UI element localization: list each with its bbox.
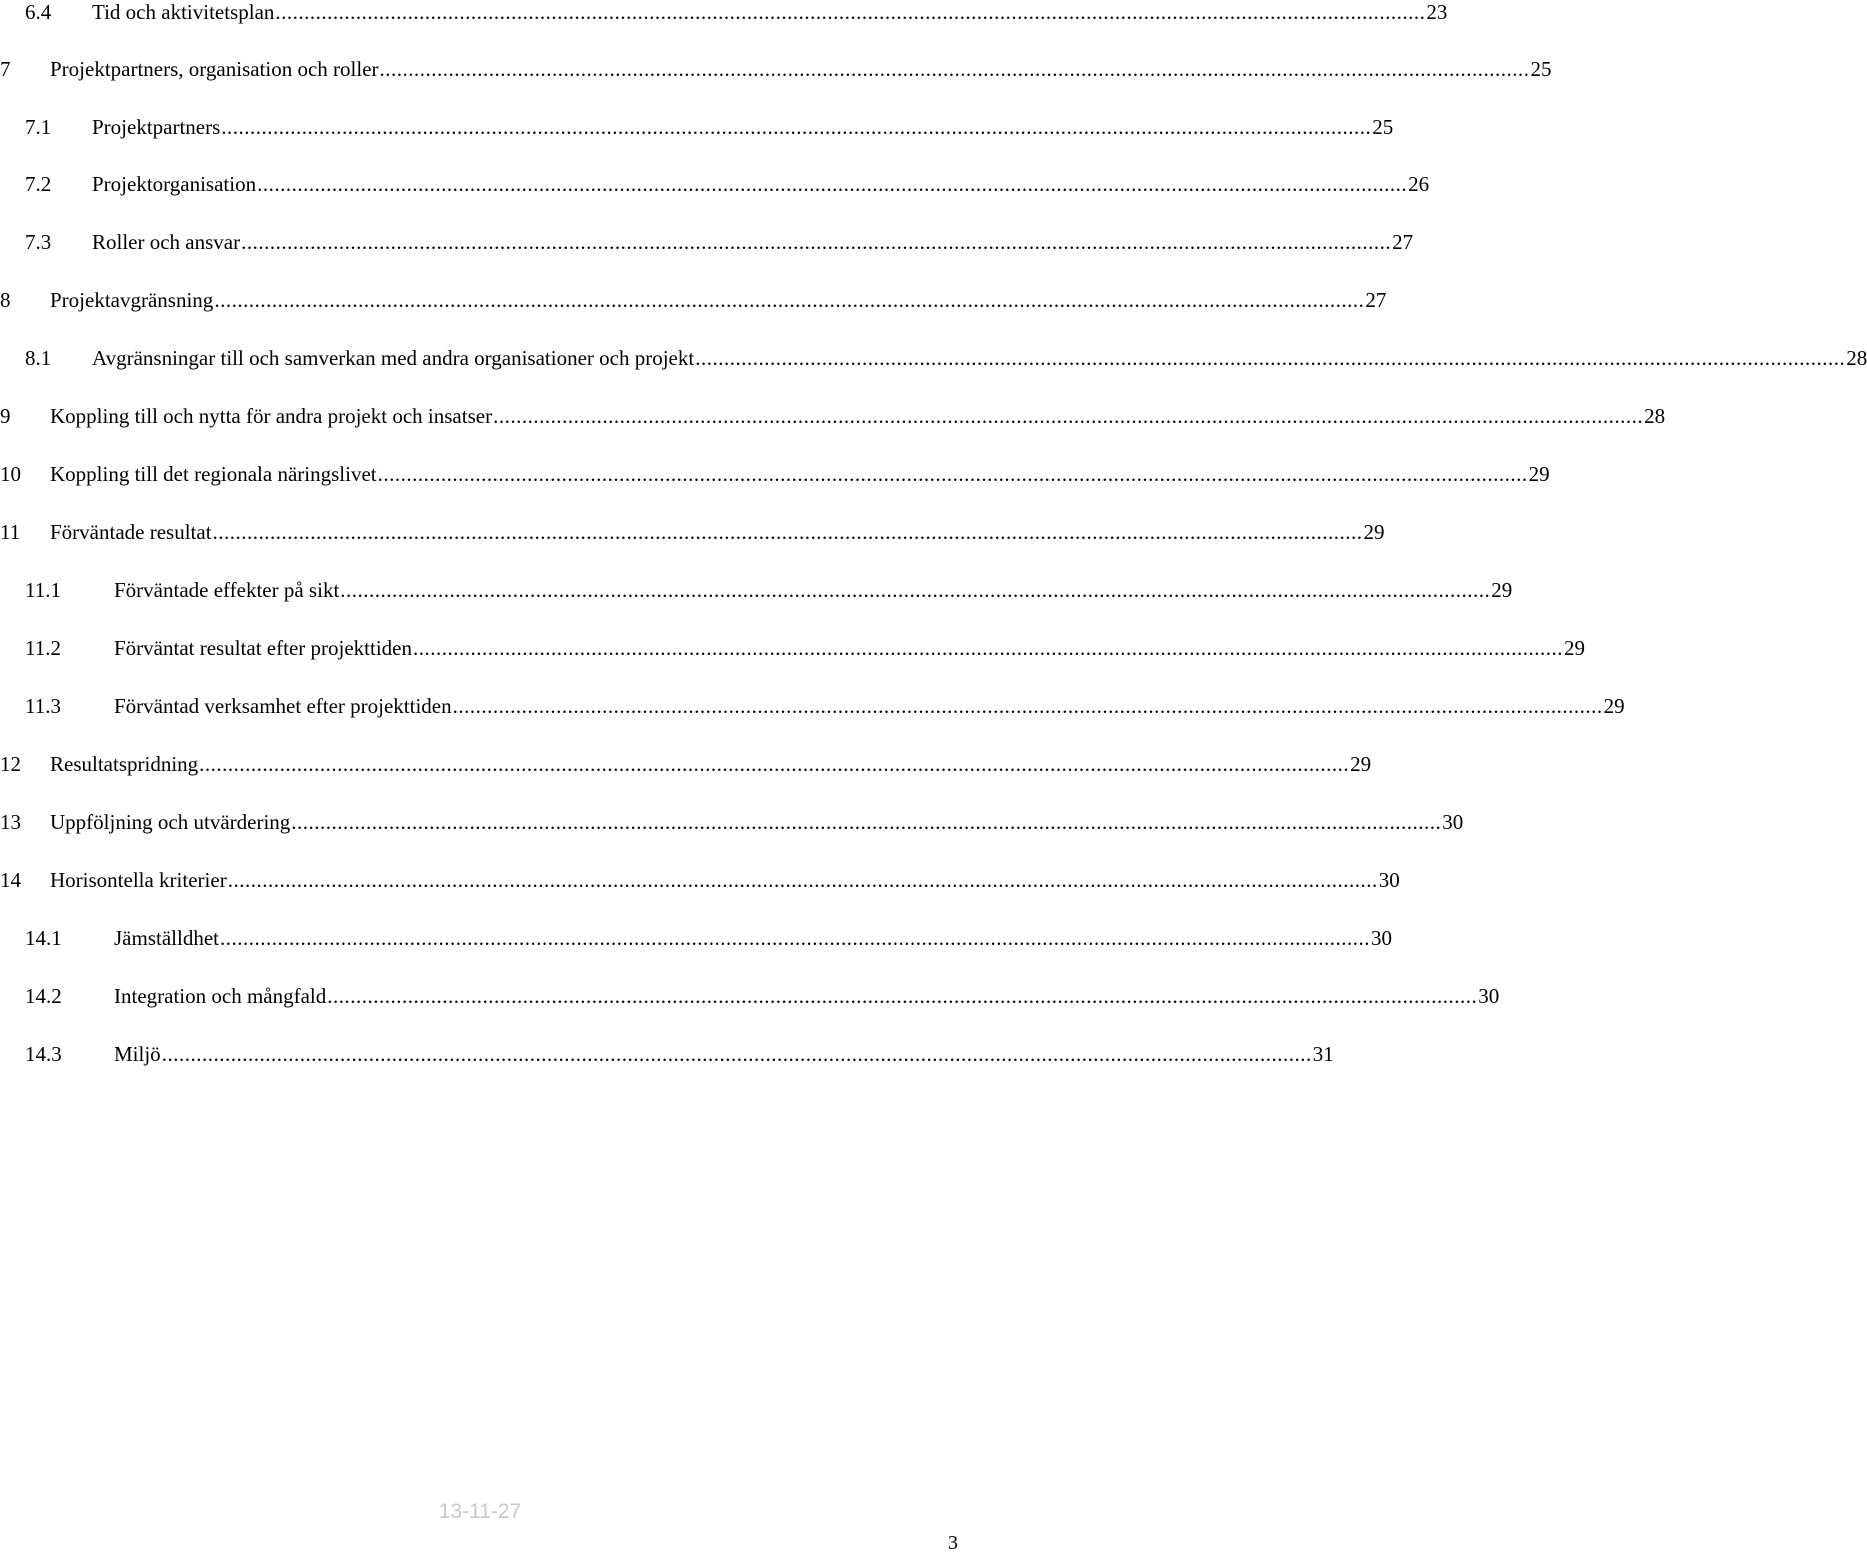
toc-entry-title: Projektavgränsning [50, 288, 214, 312]
toc-entry-12[interactable] [0, 749, 1372, 779]
toc-entry-title: Roller och ansvar [92, 230, 241, 254]
toc-entry-title: Projektpartners, organisation och roller [50, 57, 379, 81]
toc-dot-leader: ........................................................................................................................................................................................................ [212, 520, 1363, 544]
toc-dot-leader: ........................................................................................................................................................................................................ [161, 1042, 1312, 1066]
toc-entry-page: 27 [1365, 288, 1387, 312]
toc-entry-number: 13 [0, 810, 21, 834]
toc-entry-7-3[interactable] [0, 227, 1414, 257]
toc-entry-13[interactable] [0, 807, 1464, 837]
toc-entry-11-2[interactable] [0, 633, 1585, 663]
toc-entry-title: Projektpartners [92, 115, 221, 139]
toc-dot-leader: ........................................................................................................................................................................................................ [340, 578, 1491, 602]
toc-entry-7[interactable] [0, 54, 1552, 84]
toc-entry-page: 30 [1442, 810, 1464, 834]
toc-entry-number: 7.2 [25, 172, 52, 196]
toc-entry-number: 11.1 [25, 578, 61, 602]
toc-entry-title: Koppling till det regionala näringslivet [50, 462, 377, 486]
toc-entry-title: Förväntade effekter på sikt [114, 578, 340, 602]
toc-entry-14-1[interactable] [0, 923, 1392, 953]
toc-dot-leader: ........................................................................................................................................................................................................ [695, 346, 1846, 370]
toc-entry-number: 7.1 [25, 115, 52, 139]
toc-entry-8[interactable] [0, 285, 1387, 315]
toc-entry-title: Avgränsningar till och samverkan med andra organisationer och projekt [92, 346, 695, 370]
toc-entry-number: 14.1 [25, 926, 62, 950]
toc-entry-title: Förväntade resultat [50, 520, 212, 544]
toc-entry-7-1[interactable] [0, 112, 1394, 142]
toc-entry-title: Uppföljning och utvärdering [50, 810, 291, 834]
toc-entry-14-3[interactable] [0, 1039, 1334, 1069]
toc-entry-number: 8.1 [25, 346, 52, 370]
footer-date: 13-11-27 [438, 1500, 522, 1523]
toc-entry-14[interactable] [0, 865, 1400, 895]
toc-entry-title: Horisontella kriterier [50, 868, 227, 892]
toc-entry-page: 29 [1603, 694, 1625, 718]
toc-dot-leader: ........................................................................................................................................................................................................ [241, 230, 1392, 254]
toc-entry-number: 7.3 [25, 230, 52, 254]
toc-entry-number: 14 [0, 868, 21, 892]
toc-entry-page: 23 [1426, 0, 1448, 24]
toc-dot-leader: ........................................................................................................................................................................................................ [377, 462, 1528, 486]
toc-entry-title: Integration och mångfald [114, 984, 327, 1008]
toc-dot-leader: ........................................................................................................................................................................................................ [219, 926, 1370, 950]
toc-entry-number: 14.2 [25, 984, 62, 1008]
toc-dot-leader: ........................................................................................................................................................................................................ [412, 636, 1563, 660]
toc-entry-title: Projektorganisation [92, 172, 257, 196]
toc-dot-leader: ........................................................................................................................................................................................................ [199, 752, 1350, 776]
toc-entry-page: 29 [1528, 462, 1550, 486]
toc-entry-page: 29 [1350, 752, 1372, 776]
toc-dot-leader: ........................................................................................................................................................................................................ [379, 57, 1530, 81]
toc-entry-title: Koppling till och nytta för andra projekt och insatser [50, 404, 493, 428]
toc-entry-page: 26 [1408, 172, 1430, 196]
toc-entry-page: 25 [1372, 115, 1394, 139]
toc-entry-page: 30 [1370, 926, 1392, 950]
toc-dot-leader: ........................................................................................................................................................................................................ [327, 984, 1478, 1008]
toc-entry-page: 29 [1363, 520, 1385, 544]
toc-entry-page: 28 [1644, 404, 1666, 428]
toc-entry-title: Förväntad verksamhet efter projekttiden [114, 694, 452, 718]
toc-entry-11[interactable] [0, 517, 1385, 547]
toc-entry-7-2[interactable] [0, 169, 1430, 199]
toc-dot-leader: ........................................................................................................................................................................................................ [257, 172, 1408, 196]
toc-dot-leader: ........................................................................................................................................................................................................ [452, 694, 1603, 718]
toc-entry-page: 29 [1491, 578, 1513, 602]
toc-dot-leader: ........................................................................................................................................................................................................ [275, 0, 1426, 24]
toc-entry-number: 8 [0, 288, 11, 312]
toc-entry-10[interactable] [0, 459, 1550, 489]
toc-entry-number: 7 [0, 57, 11, 81]
footer-page-number: 3 [948, 1532, 958, 1554]
toc-dot-leader: ........................................................................................................................................................................................................ [227, 868, 1378, 892]
toc-entry-title: Förväntat resultat efter projekttiden [114, 636, 412, 660]
toc-entry-11-3[interactable] [0, 691, 1625, 721]
toc-entry-number: 11 [0, 520, 21, 544]
toc-entry-page: 25 [1530, 57, 1552, 81]
toc-entry-title: Tid och aktivitetsplan [92, 0, 275, 24]
toc-entry-page: 30 [1378, 868, 1400, 892]
toc-entry-11-1[interactable] [0, 575, 1513, 605]
toc-entry-number: 14.3 [25, 1042, 62, 1066]
toc-entry-number: 11.3 [25, 694, 61, 718]
toc-entry-number: 9 [0, 404, 11, 428]
toc-entry-8-1[interactable] [0, 343, 1867, 373]
toc-dot-leader: ........................................................................................................................................................................................................ [214, 288, 1365, 312]
toc-entry-9[interactable] [0, 401, 1666, 431]
toc-entry-title: Resultatspridning [50, 752, 199, 776]
toc-entry-number: 10 [0, 462, 21, 486]
toc-entry-page: 27 [1392, 230, 1414, 254]
toc-dot-leader: ........................................................................................................................................................................................................ [221, 115, 1372, 139]
toc-dot-leader: ........................................................................................................................................................................................................ [493, 404, 1644, 428]
toc-entry-14-2[interactable] [0, 981, 1500, 1011]
toc-entry-number: 11.2 [25, 636, 61, 660]
toc-entry-number: 6.4 [25, 0, 52, 24]
toc-entry-page: 28 [1846, 346, 1867, 370]
toc-entry-title: Miljö [114, 1042, 161, 1066]
toc-entry-page: 30 [1478, 984, 1500, 1008]
toc-entry-number: 12 [0, 752, 21, 776]
toc-entry-page: 31 [1312, 1042, 1334, 1066]
toc-entry-page: 29 [1563, 636, 1585, 660]
toc-dot-leader: ........................................................................................................................................................................................................ [291, 810, 1442, 834]
toc-entry-title: Jämställdhet [114, 926, 219, 950]
toc-entry-6-4[interactable] [0, 0, 1448, 27]
